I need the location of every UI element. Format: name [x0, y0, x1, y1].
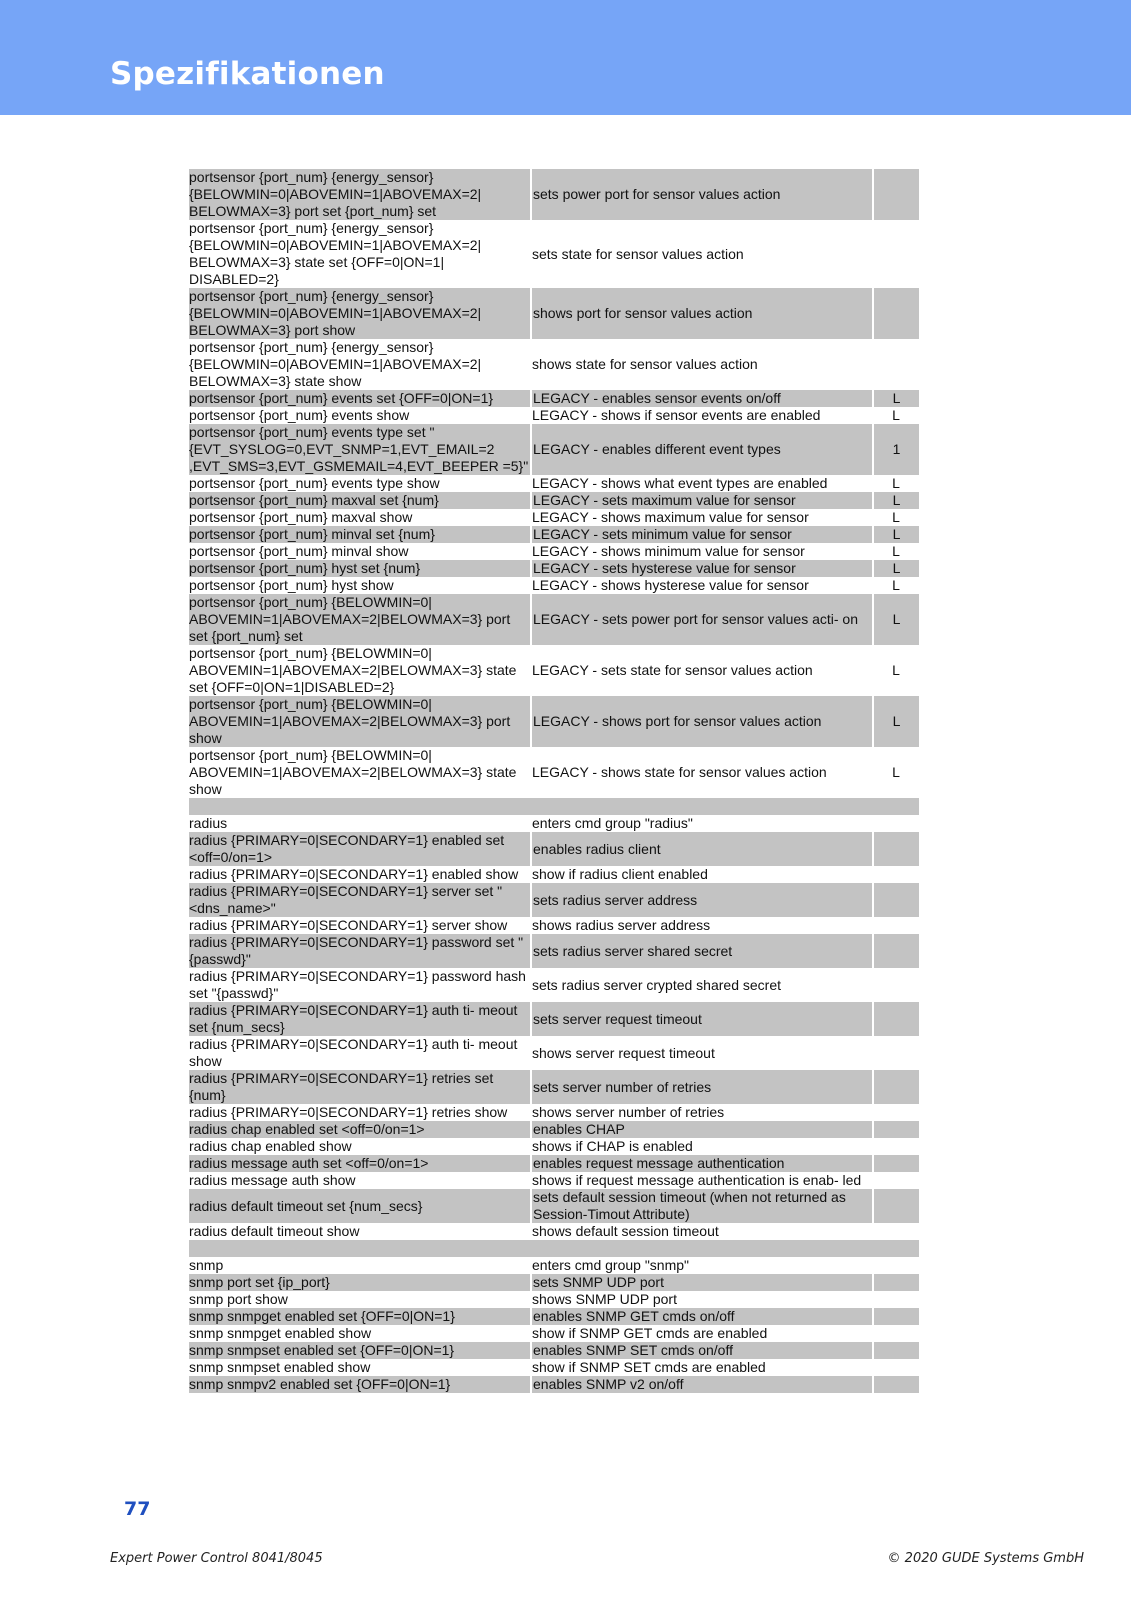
description-cell: shows state for sensor values action	[532, 356, 758, 372]
description-cell: shows radius server address	[532, 917, 711, 933]
description-cell: sets radius server address	[531, 883, 873, 917]
command-cell: radius {PRIMARY=0|SECONDARY=1} retries show	[189, 1104, 508, 1120]
command-cell: portsensor {port_num} hyst show	[189, 577, 394, 593]
table-row	[189, 390, 919, 407]
flag-cell: L	[873, 492, 919, 509]
command-cell: snmp snmpv2 enabled set {OFF=0|ON=1}	[189, 1376, 531, 1393]
flag-cell	[873, 1104, 919, 1121]
table-row	[189, 832, 919, 866]
description-cell: sets radius server shared secret	[531, 934, 873, 968]
command-cell: portsensor {port_num} {BELOWMIN=0| ABOVEMIN=1|ABOVEMAX=2|BELOWMAX=3} state set {OFF=0|ON=1|DISABLED=2}	[189, 645, 517, 695]
command-cell: portsensor {port_num} maxval show	[189, 509, 413, 525]
table-row	[189, 1155, 919, 1172]
flag-cell: L	[892, 509, 900, 525]
table-row	[189, 1121, 919, 1138]
description-cell: LEGACY - enables different event types	[531, 424, 873, 475]
flag-cell	[873, 1308, 919, 1325]
command-cell: portsensor {port_num} minval set {num}	[189, 526, 531, 543]
flag-cell	[873, 169, 919, 220]
table-row	[189, 815, 919, 832]
flag-cell: L	[873, 594, 919, 645]
description-cell: show if SNMP GET cmds are enabled	[532, 1325, 768, 1341]
flag-cell: 1	[873, 424, 919, 475]
description-cell: sets default session timeout (when not returned as Session-Timout Attribute)	[531, 1189, 873, 1223]
command-cell: radius {PRIMARY=0|SECONDARY=1} password hash set "{passwd}"	[189, 968, 526, 1001]
command-cell: snmp snmpset enabled set {OFF=0|ON=1}	[189, 1342, 531, 1359]
description-cell: LEGACY - sets minimum value for sensor	[531, 526, 873, 543]
description-cell: enables request message authentication	[531, 1155, 873, 1172]
table-row	[189, 1138, 919, 1155]
command-cell: snmp	[189, 1257, 224, 1273]
table-row	[189, 883, 919, 917]
description-cell: LEGACY - enables sensor events on/off	[531, 390, 873, 407]
table-row	[189, 220, 919, 288]
table-row	[189, 1308, 919, 1325]
table-row	[189, 594, 919, 645]
table-row	[189, 577, 919, 594]
description-cell: sets server request timeout	[531, 1002, 873, 1036]
page-header	[0, 0, 1131, 115]
spacer-cell	[189, 798, 531, 815]
description-cell: sets state for sensor values action	[532, 245, 744, 262]
command-cell: portsensor {port_num} {energy_sensor} {BELOWMIN=0|ABOVEMIN=1|ABOVEMAX=2| BELOWMAX=3} port show	[189, 288, 531, 339]
flag-cell	[873, 1002, 919, 1036]
flag-cell	[873, 1274, 919, 1291]
description-cell: shows if CHAP is enabled	[532, 1138, 693, 1154]
flag-cell	[873, 934, 919, 968]
description-cell: shows default session timeout	[532, 1223, 719, 1239]
description-cell: enables SNMP SET cmds on/off	[531, 1342, 873, 1359]
command-cell: radius {PRIMARY=0|SECONDARY=1} enabled set <off=0/on=1>	[189, 832, 531, 866]
flag-cell: L	[892, 764, 900, 780]
command-cell: radius {PRIMARY=0|SECONDARY=1} enabled show	[189, 866, 519, 882]
command-cell: snmp port set {ip_port}	[189, 1274, 531, 1291]
flag-cell	[873, 1189, 919, 1223]
description-cell: LEGACY - sets power port for sensor values acti- on	[531, 594, 873, 645]
description-cell: LEGACY - sets hysterese value for sensor	[531, 560, 873, 577]
command-cell: radius message auth set <off=0/on=1>	[189, 1155, 531, 1172]
description-cell: LEGACY - sets maximum value for sensor	[531, 492, 873, 509]
description-cell: shows SNMP UDP port	[532, 1291, 677, 1307]
flag-cell: L	[873, 560, 919, 577]
command-cell: radius default timeout set {num_secs}	[189, 1189, 531, 1223]
command-cell: radius default timeout show	[189, 1223, 360, 1239]
flag-cell	[873, 866, 919, 883]
flag-cell	[873, 1172, 919, 1189]
command-table	[189, 169, 919, 1393]
flag-cell	[873, 968, 919, 1002]
table-row	[189, 1359, 919, 1376]
table-row	[189, 1104, 919, 1121]
flag-cell	[873, 917, 919, 934]
flag-cell	[873, 1376, 919, 1393]
table-row	[189, 1189, 919, 1223]
flag-cell	[873, 1121, 919, 1138]
description-cell: enters cmd group "snmp"	[532, 1257, 690, 1273]
flag-cell: L	[892, 407, 900, 423]
flag-cell	[873, 1070, 919, 1104]
flag-cell	[873, 832, 919, 866]
command-cell: snmp snmpget enabled set {OFF=0|ON=1}	[189, 1308, 531, 1325]
spacer-cell	[189, 1240, 531, 1257]
command-cell: radius {PRIMARY=0|SECONDARY=1} server set "<dns_name>"	[189, 883, 531, 917]
command-cell: portsensor {port_num} minval show	[189, 543, 409, 559]
command-cell: portsensor {port_num} {energy_sensor} {BELOWMIN=0|ABOVEMIN=1|ABOVEMAX=2| BELOWMAX=3} state set {OFF=0|ON=1| DISABLED=2}	[189, 220, 482, 287]
flag-cell: L	[873, 696, 919, 747]
command-cell: portsensor {port_num} {BELOWMIN=0| ABOVEMIN=1|ABOVEMAX=2|BELOWMAX=3} port set {port_num} set	[189, 594, 531, 645]
table-row	[189, 866, 919, 883]
flag-cell: L	[873, 526, 919, 543]
description-cell: LEGACY - shows hysterese value for sensor	[532, 577, 809, 593]
table-row	[189, 492, 919, 509]
table-row	[189, 917, 919, 934]
table-row	[189, 1257, 919, 1274]
command-cell: snmp port show	[189, 1291, 288, 1307]
description-cell: enables SNMP v2 on/off	[531, 1376, 873, 1393]
spacer-cell	[873, 798, 919, 815]
flag-cell	[873, 815, 919, 832]
spacer-cell	[531, 1240, 873, 1257]
flag-cell	[873, 339, 919, 390]
table-row	[189, 339, 919, 390]
description-cell: LEGACY - shows maximum value for sensor	[532, 509, 809, 525]
description-cell: LEGACY - shows minimum value for sensor	[532, 543, 805, 559]
table-row	[189, 560, 919, 577]
flag-cell	[873, 1138, 919, 1155]
description-cell: enables radius client	[531, 832, 873, 866]
command-cell: portsensor {port_num} maxval set {num}	[189, 492, 531, 509]
flag-cell: L	[892, 577, 900, 593]
command-cell: portsensor {port_num} hyst set {num}	[189, 560, 531, 577]
flag-cell	[873, 1036, 919, 1070]
description-cell: sets server number of retries	[531, 1070, 873, 1104]
table-row	[189, 424, 919, 475]
description-cell: LEGACY - shows what event types are enabled	[532, 475, 828, 491]
command-cell: portsensor {port_num} {energy_sensor} {BELOWMIN=0|ABOVEMIN=1|ABOVEMAX=2| BELOWMAX=3} port set {port_num} set	[189, 169, 531, 220]
description-cell: shows if request message authentication is enab- led	[532, 1172, 862, 1188]
description-cell: shows server number of retries	[532, 1104, 725, 1120]
flag-cell	[873, 883, 919, 917]
command-cell: portsensor {port_num} events type set "{EVT_SYSLOG=0,EVT_SNMP=1,EVT_EMAIL=2 ,EVT_SMS=3,EVT_GSMEMAIL=4,EVT_BEEPER =5}"	[189, 424, 531, 475]
flag-cell	[873, 288, 919, 339]
flag-cell	[873, 1325, 919, 1342]
command-cell: radius {PRIMARY=0|SECONDARY=1} auth ti- meout set {num_secs}	[189, 1002, 531, 1036]
command-cell: radius chap enabled set <off=0/on=1>	[189, 1121, 531, 1138]
description-cell: sets power port for sensor values action	[531, 169, 873, 220]
command-table-body	[189, 169, 919, 1393]
table-spacer-row	[189, 798, 919, 815]
command-cell: snmp snmpget enabled show	[189, 1325, 372, 1341]
table-row	[189, 1376, 919, 1393]
description-cell: LEGACY - shows state for sensor values action	[532, 764, 827, 780]
description-cell: enables CHAP	[531, 1121, 873, 1138]
flag-cell: L	[892, 475, 900, 491]
page-title: Spezifikationen	[110, 56, 385, 92]
table-row	[189, 934, 919, 968]
command-cell: radius {PRIMARY=0|SECONDARY=1} retries set {num}	[189, 1070, 531, 1104]
spacer-cell	[531, 798, 873, 815]
command-cell: portsensor {port_num} events show	[189, 407, 410, 423]
flag-cell	[873, 220, 919, 288]
description-cell: sets SNMP UDP port	[531, 1274, 873, 1291]
description-cell: shows server request timeout	[532, 1044, 715, 1061]
description-cell: LEGACY - shows port for sensor values action	[531, 696, 873, 747]
description-cell: LEGACY - sets state for sensor values action	[532, 662, 813, 678]
footer-product-name: Expert Power Control 8041/8045	[110, 1551, 323, 1566]
table-row	[189, 1274, 919, 1291]
table-spacer-row	[189, 1240, 919, 1257]
table-row	[189, 475, 919, 492]
table-row	[189, 696, 919, 747]
command-cell: radius	[189, 815, 228, 831]
command-cell: portsensor {port_num} {BELOWMIN=0| ABOVEMIN=1|ABOVEMAX=2|BELOWMAX=3} port show	[189, 696, 531, 747]
table-row	[189, 509, 919, 526]
table-row	[189, 526, 919, 543]
command-cell: radius {PRIMARY=0|SECONDARY=1} server show	[189, 917, 508, 933]
command-cell: portsensor {port_num} events set {OFF=0|ON=1}	[189, 390, 531, 407]
flag-cell	[873, 1342, 919, 1359]
command-cell: radius chap enabled show	[189, 1138, 352, 1154]
table-row	[189, 747, 919, 798]
table-row	[189, 407, 919, 424]
command-cell: radius {PRIMARY=0|SECONDARY=1} password set "{passwd}"	[189, 934, 531, 968]
table-row	[189, 288, 919, 339]
flag-cell: L	[873, 390, 919, 407]
table-row	[189, 1036, 919, 1070]
table-row	[189, 645, 919, 696]
description-cell: enters cmd group "radius"	[532, 815, 693, 831]
command-cell: portsensor {port_num} {BELOWMIN=0| ABOVEMIN=1|ABOVEMAX=2|BELOWMAX=3} state show	[189, 747, 517, 797]
flag-cell	[873, 1155, 919, 1172]
command-cell: snmp snmpset enabled show	[189, 1359, 371, 1375]
description-cell: sets radius server crypted shared secret	[532, 976, 781, 993]
table-row	[189, 1002, 919, 1036]
flag-cell: L	[892, 543, 900, 559]
table-row	[189, 1172, 919, 1189]
description-cell: shows port for sensor values action	[531, 288, 873, 339]
footer-copyright: © 2020 GUDE Systems GmbH	[887, 1551, 1084, 1566]
table-row	[189, 169, 919, 220]
description-cell: show if SNMP SET cmds are enabled	[532, 1359, 766, 1375]
flag-cell	[873, 1359, 919, 1376]
table-row	[189, 1325, 919, 1342]
table-row	[189, 543, 919, 560]
command-cell: radius {PRIMARY=0|SECONDARY=1} auth ti- meout show	[189, 1036, 518, 1069]
command-cell: portsensor {port_num} events type show	[189, 475, 440, 491]
page-number: 77	[124, 1498, 151, 1520]
flag-cell	[873, 1291, 919, 1308]
description-cell: enables SNMP GET cmds on/off	[531, 1308, 873, 1325]
command-cell: portsensor {port_num} {energy_sensor} {BELOWMIN=0|ABOVEMIN=1|ABOVEMAX=2| BELOWMAX=3} state show	[189, 339, 482, 389]
flag-cell	[873, 1223, 919, 1240]
description-cell: show if radius client enabled	[532, 866, 708, 882]
table-row	[189, 1291, 919, 1308]
command-cell: radius message auth show	[189, 1172, 356, 1188]
flag-cell: L	[892, 662, 900, 678]
table-row	[189, 1342, 919, 1359]
flag-cell	[873, 1257, 919, 1274]
spacer-cell	[873, 1240, 919, 1257]
table-row	[189, 1223, 919, 1240]
description-cell: LEGACY - shows if sensor events are enabled	[532, 407, 821, 423]
table-row	[189, 1070, 919, 1104]
table-row	[189, 968, 919, 1002]
